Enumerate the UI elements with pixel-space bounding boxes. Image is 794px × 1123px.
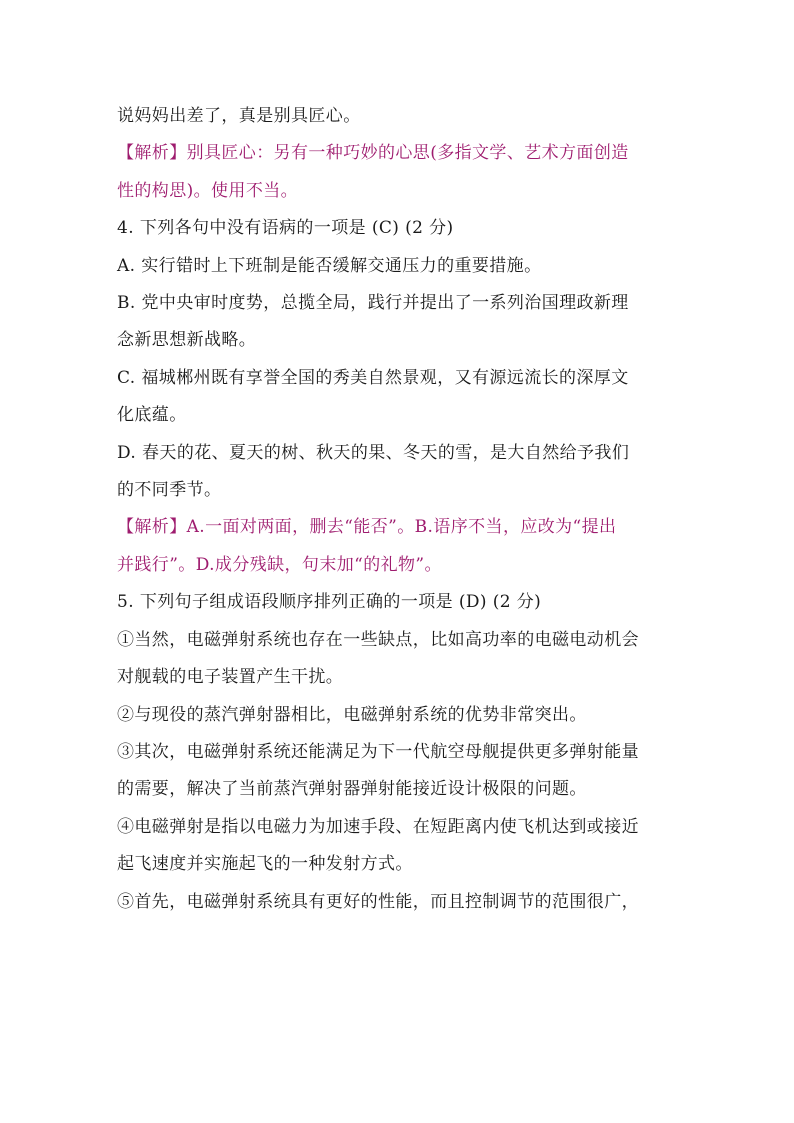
sentence-4-cont: 起飞速度并实施起飞的一种发射方式。 [117, 854, 413, 875]
option-b-cont: 念新思想新战略。 [117, 330, 257, 351]
question-5-title: 5. 下列句子组成语段顺序排列正确的一项是 (D) (2 分) [117, 592, 542, 613]
option-b: B. 党中央审时度势，总揽全局，践行并提出了一系列治国理政新理 [117, 293, 629, 314]
sentence-1: ①当然，电磁弹射系统也存在一些缺点，比如高功率的电磁电动机会 [117, 629, 639, 650]
document-page [117, 98, 692, 921]
sentence-3: ③其次，电磁弹射系统还能满足为下一代航空母舰提供更多弹射能量 [117, 741, 639, 762]
option-d: D. 春天的花、夏天的树、秋天的果、冬天的雪，是大自然给予我们 [117, 442, 630, 463]
analysis-line: 【解析】别具匠心：另有一种巧妙的心思(多指文学、艺术方面创造 [117, 143, 629, 164]
option-c: C. 福城郴州既有享誉全国的秀美自然景观，又有源远流长的深厚文 [117, 367, 629, 388]
option-d-cont: 的不同季节。 [117, 480, 222, 501]
analysis-line: 性的构思)。使用不当。 [117, 180, 299, 201]
option-a: A. 实行错时上下班制是能否缓解交通压力的重要措施。 [117, 255, 542, 276]
sentence-4: ④电磁弹射是指以电磁力为加速手段、在短距离内使飞机达到或接近 [117, 816, 639, 837]
analysis-line: 【解析】A.一面对两面，删去“能否”。B.语序不当，应改为“提出 [117, 517, 617, 538]
sentence-5: ⑤首先，电磁弹射系统具有更好的性能，而且控制调节的范围很广， [117, 891, 639, 912]
analysis-line: 并践行”。D.成分残缺，句末加“的礼物”。 [117, 554, 442, 575]
sentence-3-cont: 的需要，解决了当前蒸汽弹射器弹射能接近设计极限的问题。 [117, 779, 587, 800]
sentence-1-cont: 对舰载的电子装置产生干扰。 [117, 667, 344, 688]
option-c-cont: 化底蕴。 [117, 405, 187, 426]
sentence-2: ②与现役的蒸汽弹射器相比，电磁弹射系统的优势非常突出。 [117, 704, 587, 725]
question-4-title: 4. 下列各句中没有语病的一项是 (C) (2 分) [117, 218, 454, 239]
text-line: 说妈妈出差了，真是别具匠心。 [117, 106, 361, 126]
